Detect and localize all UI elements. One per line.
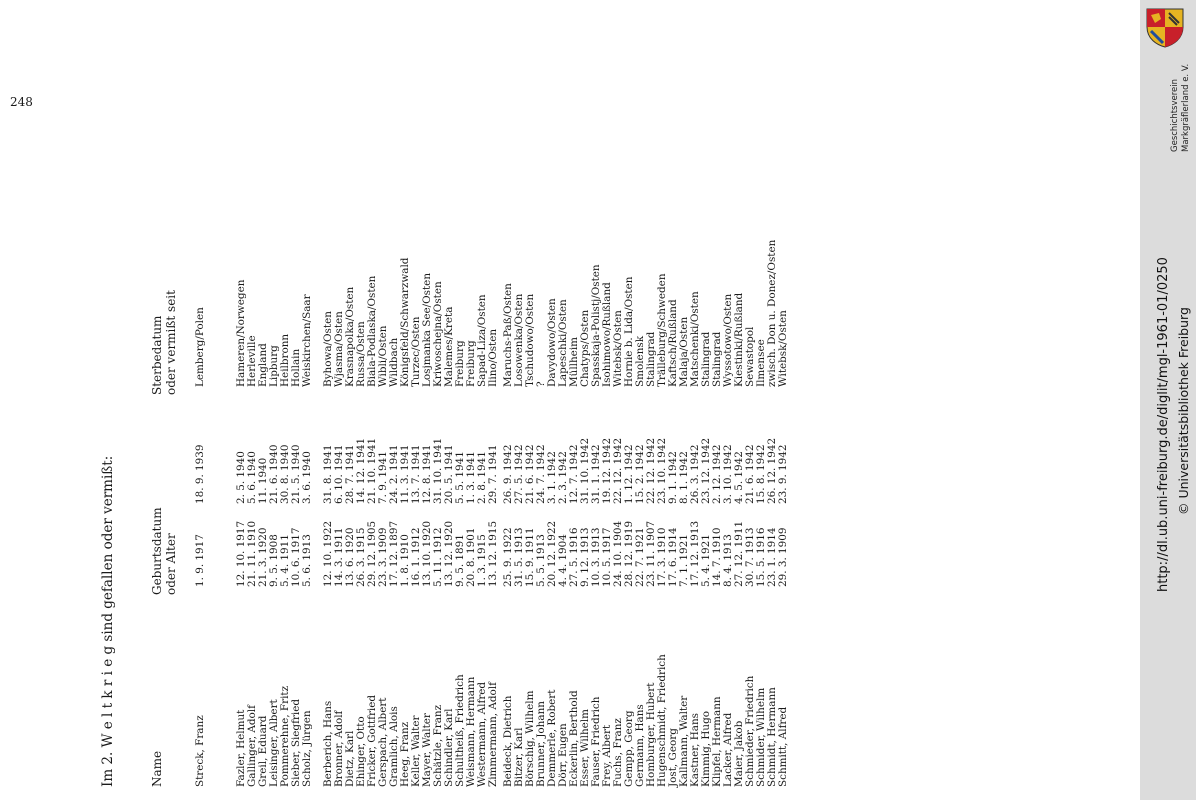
cell-place: England	[257, 343, 269, 387]
cell-birth: 9. 12. 1913	[579, 527, 591, 587]
cell-death: 29. 7. 1941	[487, 444, 499, 504]
cell-death: 11. 3. 1941	[399, 444, 411, 504]
cell-place: Losjmanka See/Osten	[421, 272, 433, 387]
cell-place: Biala-Podlaska/Osten	[366, 275, 378, 387]
cell-place: Russa/Osten	[355, 321, 367, 387]
cell-place: Chatyps/Osten	[579, 309, 591, 387]
cell-place: Wildbach	[388, 337, 400, 387]
cell-death: 21. 5. 1940	[290, 444, 302, 504]
cell-death: 3. 1. 1942	[546, 451, 558, 504]
cell-birth: 13. 12. 1920	[443, 520, 455, 587]
cell-place: Lapeschki/Osten	[557, 299, 569, 387]
cell-place: Turzec/Osten	[410, 316, 422, 387]
cell-birth: 21. 11. 1910	[246, 520, 258, 587]
cell-place: Trälleburg/Schweden	[656, 273, 668, 387]
cell-death: 3. 10. 1942	[722, 444, 734, 504]
cell-birth: 17. 6. 1914	[667, 527, 679, 587]
cell-name: Dörr, Eugen	[557, 723, 569, 787]
cell-death: 23. 12. 1942	[700, 437, 712, 504]
cell-death: 2. 5. 1940	[235, 451, 247, 504]
cell-death: 5. 6. 1940	[246, 451, 258, 504]
cell-place: Königsfeld/Schwarzwald	[399, 257, 411, 387]
cell-death: 20. 5. 1941	[443, 444, 455, 504]
source-url[interactable]: http://dl.ub.uni-freiburg.de/diglit/mgl-1961-01/0250	[1156, 257, 1171, 592]
cell-place: Wibli/Osten	[377, 325, 389, 387]
cell-name: Berberich, Hans	[322, 700, 334, 787]
cell-name: Maier, Jakob	[733, 720, 745, 787]
cell-place: Stalingrad	[645, 331, 657, 387]
cell-place: Kriwoschejna/Osten	[432, 281, 444, 387]
cell-name: Schätzle, Franz	[432, 704, 444, 787]
cell-place: Byhowa/Osten	[322, 311, 334, 387]
cell-place: Matschenki/Osten	[689, 291, 701, 387]
cell-place: ?	[535, 381, 547, 387]
cell-birth: 5. 4. 1921	[700, 534, 712, 587]
cell-birth: 13. 6. 1920	[344, 527, 356, 587]
cell-place: Isohimowo/Rußland	[601, 282, 613, 387]
cell-name: Pommerehne, Fritz	[279, 685, 291, 787]
cell-birth: 1. 3. 1915	[476, 534, 488, 587]
cell-birth: 14. 3. 1911	[333, 527, 345, 587]
cell-name: Schmieder, Friedrich	[744, 675, 756, 787]
cell-name: Eckerlin, Berthold	[568, 690, 580, 787]
cell-birth: 27. 5. 1916	[568, 527, 580, 587]
cell-death: 3. 6. 1940	[301, 451, 313, 504]
cell-name: Weismann, Hermann	[465, 676, 477, 787]
library-credit: © Universitätsbibliothek Freiburg	[1176, 307, 1191, 515]
cell-birth: 27. 12. 1911	[733, 520, 745, 587]
cell-death: 18. 9. 1939	[194, 444, 206, 504]
cell-name: Kimmig, Hugo	[700, 710, 712, 787]
cell-place: Davydowo/Osten	[546, 298, 558, 387]
cell-death: 2. 3. 1942	[557, 451, 569, 504]
rotated-table	[100, 5, 960, 795]
cell-birth: 23. 1. 1914	[766, 527, 778, 587]
cell-place: Kaftsch/Rußland	[667, 299, 679, 387]
cell-place: Stalingrad	[711, 331, 723, 387]
cell-name: Schindler, Karl	[443, 708, 455, 787]
cell-birth: 10. 3. 1913	[590, 527, 602, 587]
cell-name: Lacker, Alfred	[722, 712, 734, 787]
page-heading: Im 2. W e l t k r i e g sind gefallen oder vermißt:	[100, 455, 116, 787]
cell-death: 11. 1940	[257, 457, 269, 504]
cell-death: 5. 5. 1941	[454, 451, 466, 504]
cell-death: 8. 1. 1942	[678, 451, 690, 504]
cell-place: zwisch. Don u. Donez/Osten	[766, 239, 778, 387]
cell-place: Freiburg	[454, 340, 466, 387]
cell-birth: 5. 5. 1913	[535, 534, 547, 587]
cell-name: Zimmermann, Adolf	[487, 682, 499, 787]
cell-birth: 15. 5. 1916	[755, 527, 767, 587]
cell-place: Hameren/Norwegen	[235, 279, 247, 387]
cell-name: Gerspach, Albert	[377, 697, 389, 787]
cell-name: Fauser, Friedrich	[590, 696, 602, 787]
cell-death: 22. 12. 1942	[645, 437, 657, 504]
cell-death: 7. 9. 1941	[377, 451, 389, 504]
cell-name: Greil, Eduard	[257, 715, 269, 787]
cell-birth: 29. 12. 1905	[366, 520, 378, 587]
cell-death: 31. 10. 1942	[579, 437, 591, 504]
cell-death: 21. 10. 1941	[366, 437, 378, 504]
cell-birth: 10. 6. 1917	[290, 527, 302, 587]
cell-name: Kastner, Hans	[689, 712, 701, 787]
cell-death: 6. 10. 1941	[333, 444, 345, 504]
cell-birth: 1. 8. 1910	[399, 534, 411, 587]
cell-death: 15. 2. 1942	[634, 444, 646, 504]
cell-place: Malaja/Osten	[678, 316, 690, 387]
cell-name: Westermann, Alfred	[476, 681, 488, 787]
cell-name: Frey, Albert	[601, 724, 613, 787]
cell-death: 21. 6. 1942	[744, 444, 756, 504]
cell-birth: 5. 4. 1911	[279, 534, 291, 587]
cell-birth: 20. 8. 1901	[465, 527, 477, 587]
cell-death: 19. 12. 1942	[601, 437, 613, 504]
cell-death: 31. 8. 1941	[322, 444, 334, 504]
cell-name: Gallinger, Adolf	[246, 705, 258, 787]
cell-death: 24. 7. 1942	[535, 444, 547, 504]
cell-name: Streck, Franz	[194, 715, 206, 787]
cell-place: Witebsk/Osten	[777, 310, 789, 387]
cell-death: 2. 8. 1941	[476, 451, 488, 504]
cell-birth: 21. 3. 1920	[257, 527, 269, 587]
cell-death: 21. 6. 1940	[268, 444, 280, 504]
cell-birth: 12. 10. 1922	[322, 520, 334, 587]
cell-name: Homburger, Hubert	[645, 682, 657, 787]
cell-name: Scholz, Jürgen	[301, 710, 313, 787]
cell-birth: 7. 1. 1921	[678, 534, 690, 587]
cell-name: Schmider, Wilhelm	[755, 687, 767, 787]
cell-place: Hornie b. Lida/Osten	[623, 276, 635, 387]
cell-birth: 17. 12. 1913	[689, 520, 701, 587]
cell-birth: 22. 7. 1921	[634, 527, 646, 587]
cell-birth: 30. 7. 1913	[744, 527, 756, 587]
cell-name: Hugenschmidt, Friedrich	[656, 654, 668, 787]
cell-name: Leisinger, Albert	[268, 699, 280, 787]
cell-death: 21. 6. 1942	[524, 444, 536, 504]
cell-place: Wyssotowo/Osten	[722, 293, 734, 387]
cell-birth: 20. 12. 1922	[546, 520, 558, 587]
cell-death: 24. 2. 1941	[388, 444, 400, 504]
cell-death: 15. 8. 1942	[755, 444, 767, 504]
coat-of-arms-icon	[1143, 5, 1187, 49]
cell-name: Gramlich, Alois	[388, 706, 400, 787]
cell-name: Dietz, Karl	[344, 730, 356, 787]
cell-place: Freiburg	[465, 340, 477, 387]
cell-birth: 1. 9. 1917	[194, 534, 206, 587]
cell-name: Kallmann, Walter	[678, 695, 690, 787]
cell-place: Ilmensee	[755, 339, 767, 387]
cell-birth: 16. 1. 1912	[410, 527, 422, 587]
cell-death: 28. 7. 1941	[344, 444, 356, 504]
cell-name: Börschig, Wilhelm	[524, 690, 536, 787]
cell-name: Fazler, Helmut	[235, 709, 247, 787]
cell-place: Kiestinki/Rußland	[733, 292, 745, 387]
cell-birth: 24. 10. 1904	[612, 520, 624, 587]
cell-place: Müllheim	[568, 337, 580, 387]
cell-death: 1. 3. 1941	[465, 451, 477, 504]
cell-birth: 26. 3. 1915	[355, 527, 367, 587]
cell-name: Heeg, Franz	[399, 721, 411, 787]
cell-place: Tschudowo/Osten	[524, 293, 536, 387]
cell-name: Keller, Walter	[410, 715, 422, 787]
cell-death: 26. 9. 1942	[502, 444, 514, 504]
cell-birth: 17. 3. 1910	[656, 527, 668, 587]
cell-death: 4. 5. 1942	[733, 451, 745, 504]
cell-place: Heilbronn	[279, 333, 291, 387]
cell-place: Malemes/Kreta	[443, 306, 455, 387]
cell-place: Losowenka/Osten	[513, 293, 525, 387]
cell-birth: 14. 7. 1910	[711, 527, 723, 587]
cell-place: Maruchs-Paß/Osten	[502, 283, 514, 387]
cell-name: Esser, Wilhelm	[579, 709, 591, 787]
cell-birth: 13. 12. 1915	[487, 520, 499, 587]
cell-death: 14. 12. 1941	[355, 437, 367, 504]
cell-birth: 12. 10. 1917	[235, 520, 247, 587]
cell-name: Brunner, Johann	[535, 701, 547, 787]
cell-place: Weiskirchen/Saar	[301, 294, 313, 387]
cell-birth: 10. 5. 1917	[601, 527, 613, 587]
cell-name: Bitzer, Karl	[513, 727, 525, 787]
cell-place: Lipburg	[268, 345, 280, 387]
cell-birth: 25. 9. 1922	[502, 527, 514, 587]
cell-birth: 8. 4. 1913	[722, 534, 734, 587]
cell-place: Sapad-Liza/Osten	[476, 294, 488, 387]
cell-death: 9. 1. 1942	[667, 451, 679, 504]
cell-death: 12. 7. 1942	[568, 444, 580, 504]
cell-name: Bronner, Adolf	[333, 710, 345, 787]
cell-name: Germann, Hans	[634, 704, 646, 787]
cell-death: 30. 8. 1940	[279, 444, 291, 504]
cell-name: Fricker, Gottfried	[366, 694, 378, 787]
cell-name: Gempp, Georg	[623, 710, 635, 787]
cell-death: 23. 10. 1942	[656, 437, 668, 504]
cell-place: Spasskaja-Polistj/Osten	[590, 264, 602, 387]
cell-place: Smolensk	[634, 335, 646, 387]
society-name: Geschichtsverein Markgräflerland e. V.	[1170, 63, 1191, 152]
cell-name: Sieber, Siegfried	[290, 699, 302, 787]
cell-name: Mayer, Walter	[421, 713, 433, 787]
cell-name: Fuchs, Franz	[612, 718, 624, 787]
cell-birth: 13. 10. 1920	[421, 520, 433, 587]
cell-birth: 23. 3. 1909	[377, 527, 389, 587]
column-header-birth: Geburtsdatum oder Alter	[150, 507, 178, 595]
cell-birth: 15. 9. 1911	[524, 527, 536, 587]
cell-name: Beideck, Dietrich	[502, 695, 514, 787]
cell-birth: 17. 12. 1897	[388, 520, 400, 587]
cell-death: 31. 1. 1942	[590, 444, 602, 504]
cell-death: 13. 7. 1941	[410, 444, 422, 504]
cell-place: Ilino/Osten	[487, 328, 499, 387]
cell-name: Schmidt, Hermann	[766, 687, 778, 787]
cell-birth: 9. 5. 1908	[268, 534, 280, 587]
cell-death: 23. 9. 1942	[777, 444, 789, 504]
cell-birth: 5. 11. 1912	[432, 527, 444, 587]
column-header-name: Name	[150, 750, 164, 787]
cell-birth: 4. 4. 1904	[557, 534, 569, 587]
cell-name: Demmerle, Robert	[546, 689, 558, 787]
cell-place: Krasnapolka/Osten	[344, 286, 356, 387]
cell-place: Wjasma/Osten	[333, 311, 345, 387]
cell-death: 26. 3. 1942	[689, 444, 701, 504]
cell-place: Herleville	[246, 335, 258, 387]
cell-birth: 31. 5. 1913	[513, 527, 525, 587]
cell-birth: 28. 12. 1919	[623, 520, 635, 587]
cell-birth: 5. 6. 1913	[301, 534, 313, 587]
cell-name: Ehinger, Otto	[355, 716, 367, 787]
cell-place: Hollain	[290, 348, 302, 387]
cell-place: Lemberg/Polen	[194, 307, 206, 387]
cell-death: 27. 5. 1942	[513, 444, 525, 504]
cell-birth: 9. 5. 1891	[454, 534, 466, 587]
cell-death: 31. 10. 1941	[432, 437, 444, 504]
column-header-death: Sterbedatum oder vermißt seit	[150, 290, 178, 395]
cell-name: Schmitt, Alfred	[777, 706, 789, 787]
cell-place: Stalingrad	[700, 331, 712, 387]
cell-place: Sewastopol	[744, 326, 756, 387]
cell-place: Witebsk/Osten	[612, 310, 624, 387]
cell-birth: 23. 11. 1907	[645, 520, 657, 587]
cell-death: 12. 8. 1941	[421, 444, 433, 504]
cell-birth: 29. 3. 1909	[777, 527, 789, 587]
cell-death: 1. 12. 1942	[623, 444, 635, 504]
cell-death: 26. 12. 1942	[766, 437, 778, 504]
cell-name: Klipfel, Hermann	[711, 696, 723, 787]
page-number: 248	[10, 95, 33, 109]
cell-death: 22. 12. 1942	[612, 437, 624, 504]
cell-name: Jost, Georg	[667, 728, 679, 787]
cell-name: Schultheiß, Friedrich	[454, 674, 466, 787]
cell-death: 2. 12. 1942	[711, 444, 723, 504]
